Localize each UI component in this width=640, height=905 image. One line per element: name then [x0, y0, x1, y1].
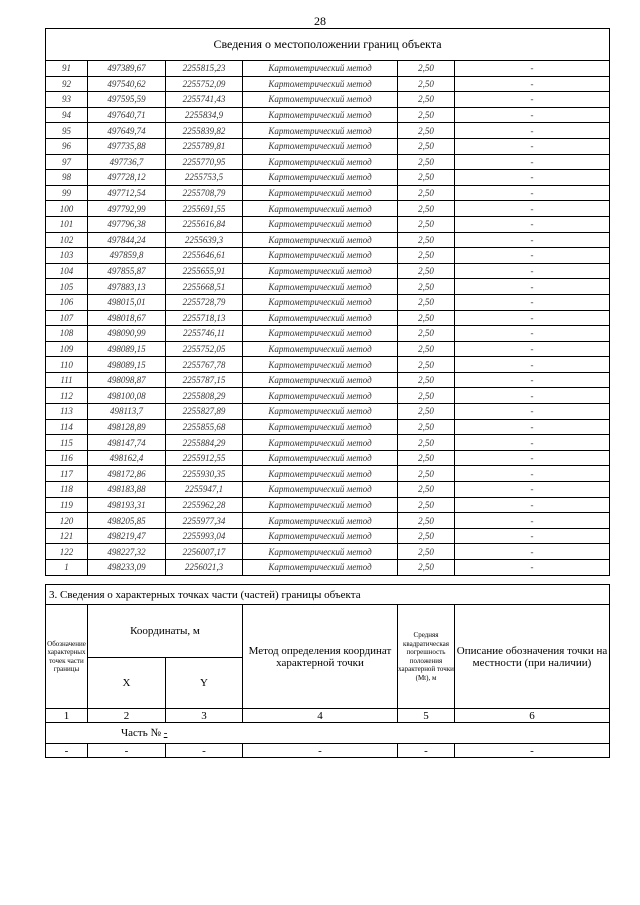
description: -: [455, 263, 610, 279]
coord-x: 498090,99: [88, 326, 166, 342]
accuracy: 2,50: [398, 326, 455, 342]
col-number: 6: [455, 709, 610, 723]
description: -: [455, 76, 610, 92]
point-number: 105: [46, 279, 88, 295]
coord-y: 2255668,51: [166, 279, 243, 295]
point-number: 91: [46, 61, 88, 77]
description: -: [455, 326, 610, 342]
table-row: [46, 341, 610, 357]
coord-x: 497640,71: [88, 107, 166, 123]
coord-x: 497649,74: [88, 123, 166, 139]
coord-x: 498227,32: [88, 544, 166, 560]
method: Картометрический метод: [243, 216, 398, 232]
coord-y: 2255977,34: [166, 513, 243, 529]
coord-x: 498100,08: [88, 388, 166, 404]
method: Картометрический метод: [243, 326, 398, 342]
coord-x: 498089,15: [88, 341, 166, 357]
method: Картометрический метод: [243, 123, 398, 139]
table-row: [46, 450, 610, 466]
accuracy: 2,50: [398, 341, 455, 357]
table-row: [46, 185, 610, 201]
description: -: [455, 372, 610, 388]
point-number: 108: [46, 326, 88, 342]
coord-x: 497728,12: [88, 170, 166, 186]
accuracy: 2,50: [398, 544, 455, 560]
accuracy: 2,50: [398, 61, 455, 77]
coord-x: 498098,87: [88, 372, 166, 388]
coord-y: 2255639,3: [166, 232, 243, 248]
method: Картометрический метод: [243, 544, 398, 560]
accuracy: 2,50: [398, 482, 455, 498]
table-row: [46, 107, 610, 123]
table-row: [46, 513, 610, 529]
method: Картометрический метод: [243, 294, 398, 310]
accuracy: 2,50: [398, 560, 455, 576]
part-number: -: [163, 727, 168, 739]
description: -: [455, 404, 610, 420]
coord-y: 2255767,78: [166, 357, 243, 373]
point-number: 100: [46, 201, 88, 217]
accuracy: 2,50: [398, 107, 455, 123]
description: -: [455, 232, 610, 248]
coord-x: 497736,7: [88, 154, 166, 170]
method: Картометрический метод: [243, 388, 398, 404]
coord-x: 498089,15: [88, 357, 166, 373]
coord-y: 2255718,13: [166, 310, 243, 326]
table-row: [46, 310, 610, 326]
point-number: 111: [46, 372, 88, 388]
description: -: [455, 92, 610, 108]
empty-cell: -: [46, 744, 88, 758]
table-row: [46, 326, 610, 342]
point-number: 102: [46, 232, 88, 248]
method: Картометрический метод: [243, 279, 398, 295]
point-number: 109: [46, 341, 88, 357]
table-row: [46, 92, 610, 108]
method: Картометрический метод: [243, 61, 398, 77]
table-row: [46, 435, 610, 451]
description: -: [455, 279, 610, 295]
accuracy: 2,50: [398, 92, 455, 108]
part-label-text: Часть №: [121, 727, 161, 739]
description: -: [455, 107, 610, 123]
coord-x: 498113,7: [88, 404, 166, 420]
description: -: [455, 310, 610, 326]
description: -: [455, 248, 610, 264]
col-number: 2: [88, 709, 166, 723]
section-title: Сведения о местоположении границ объекта: [46, 29, 610, 61]
method: Картометрический метод: [243, 482, 398, 498]
point-number: 103: [46, 248, 88, 264]
point-number: 101: [46, 216, 88, 232]
description: -: [455, 450, 610, 466]
method: Картометрический метод: [243, 372, 398, 388]
description: -: [455, 513, 610, 529]
accuracy: 2,50: [398, 388, 455, 404]
method: Картометрический метод: [243, 201, 398, 217]
method: Картометрический метод: [243, 341, 398, 357]
method: Картометрический метод: [243, 154, 398, 170]
accuracy: 2,50: [398, 201, 455, 217]
description: -: [455, 201, 610, 217]
description: -: [455, 482, 610, 498]
coord-x: 497883,13: [88, 279, 166, 295]
table-row: [46, 263, 610, 279]
coord-x: 497712,54: [88, 185, 166, 201]
point-number: 95: [46, 123, 88, 139]
coord-x: 497792,99: [88, 201, 166, 217]
col-number: 3: [166, 709, 243, 723]
method: Картометрический метод: [243, 404, 398, 420]
empty-cell: -: [398, 744, 455, 758]
accuracy: 2,50: [398, 404, 455, 420]
accuracy: 2,50: [398, 170, 455, 186]
description: -: [455, 170, 610, 186]
coord-x: 498193,31: [88, 497, 166, 513]
table-row: [46, 482, 610, 498]
coord-x: 497796,38: [88, 216, 166, 232]
coord-y: 2255855,68: [166, 419, 243, 435]
table-row: [46, 544, 610, 560]
description: -: [455, 435, 610, 451]
table-row: [46, 404, 610, 420]
table-row: [46, 528, 610, 544]
table-row: [46, 248, 610, 264]
accuracy: 2,50: [398, 310, 455, 326]
accuracy: 2,50: [398, 513, 455, 529]
coord-x: 497389,67: [88, 61, 166, 77]
description: -: [455, 154, 610, 170]
coord-x: 498147,74: [88, 435, 166, 451]
point-number: 106: [46, 294, 88, 310]
coord-y: 2255770,95: [166, 154, 243, 170]
section3-title: 3. Сведения о характерных точках части (частей) границы объекта: [46, 585, 610, 605]
empty-cell: -: [166, 744, 243, 758]
description: -: [455, 138, 610, 154]
accuracy: 2,50: [398, 372, 455, 388]
coord-y: 2255787,15: [166, 372, 243, 388]
coord-x: 498233,09: [88, 560, 166, 576]
col-number: 5: [398, 709, 455, 723]
coord-y: 2255753,5: [166, 170, 243, 186]
table-row: [46, 201, 610, 217]
description: -: [455, 388, 610, 404]
accuracy: 2,50: [398, 248, 455, 264]
point-number: 119: [46, 497, 88, 513]
method: Картометрический метод: [243, 466, 398, 482]
method: Картометрический метод: [243, 170, 398, 186]
method: Картометрический метод: [243, 528, 398, 544]
table-row: [46, 419, 610, 435]
col-number: 1: [46, 709, 88, 723]
coord-x: 498018,67: [88, 310, 166, 326]
description: -: [455, 185, 610, 201]
point-number: 99: [46, 185, 88, 201]
coord-y: 2255646,61: [166, 248, 243, 264]
part-label: [46, 723, 610, 744]
table-row: [46, 138, 610, 154]
col-coords-header: Координаты, м: [88, 605, 243, 658]
accuracy: 2,50: [398, 466, 455, 482]
method: Картометрический метод: [243, 560, 398, 576]
empty-cell: -: [88, 744, 166, 758]
table-row: [46, 216, 610, 232]
coord-x: 497735,88: [88, 138, 166, 154]
coord-x: 497595,59: [88, 92, 166, 108]
accuracy: 2,50: [398, 528, 455, 544]
coord-y: 2255789,81: [166, 138, 243, 154]
coord-x: 498015,01: [88, 294, 166, 310]
coord-x: 497855,87: [88, 263, 166, 279]
coord-y: 2255746,11: [166, 326, 243, 342]
accuracy: 2,50: [398, 279, 455, 295]
point-number: 98: [46, 170, 88, 186]
table-row: [46, 170, 610, 186]
method: Картометрический метод: [243, 497, 398, 513]
coord-y: 2255947,1: [166, 482, 243, 498]
method: Картометрический метод: [243, 92, 398, 108]
point-number: 110: [46, 357, 88, 373]
accuracy: 2,50: [398, 123, 455, 139]
col-y-header: Y: [166, 658, 243, 709]
point-number: 120: [46, 513, 88, 529]
point-number: 93: [46, 92, 88, 108]
method: Картометрический метод: [243, 435, 398, 451]
description: -: [455, 357, 610, 373]
point-number: 97: [46, 154, 88, 170]
point-number: 112: [46, 388, 88, 404]
method: Картометрический метод: [243, 419, 398, 435]
point-number: 116: [46, 450, 88, 466]
method: Картометрический метод: [243, 263, 398, 279]
coord-y: 2255741,43: [166, 92, 243, 108]
point-number: 92: [46, 76, 88, 92]
description: -: [455, 294, 610, 310]
method: Картометрический метод: [243, 450, 398, 466]
method: Картометрический метод: [243, 138, 398, 154]
accuracy: 2,50: [398, 419, 455, 435]
accuracy: 2,50: [398, 76, 455, 92]
coord-y: 2255834,9: [166, 107, 243, 123]
coord-x: 497540,62: [88, 76, 166, 92]
boundary-points-table: [45, 28, 610, 576]
point-number: 121: [46, 528, 88, 544]
table-row: [46, 123, 610, 139]
coord-x: 497844,24: [88, 232, 166, 248]
method: Картометрический метод: [243, 76, 398, 92]
description: -: [455, 341, 610, 357]
method: Картометрический метод: [243, 232, 398, 248]
coord-y: 2255752,05: [166, 341, 243, 357]
table-row: [46, 372, 610, 388]
page-number: 28: [314, 14, 326, 28]
col-desc-header: Описание обозначения точки на местности (при наличии): [455, 605, 610, 709]
col-number: 4: [243, 709, 398, 723]
coord-y: 2256007,17: [166, 544, 243, 560]
description: -: [455, 216, 610, 232]
coord-y: 2255993,04: [166, 528, 243, 544]
accuracy: 2,50: [398, 232, 455, 248]
table-row: [46, 357, 610, 373]
table-row: [46, 61, 610, 77]
coord-y: 2255655,91: [166, 263, 243, 279]
point-number: 94: [46, 107, 88, 123]
accuracy: 2,50: [398, 185, 455, 201]
table-row: [46, 232, 610, 248]
table-row: [46, 560, 610, 576]
coord-y: 2255728,79: [166, 294, 243, 310]
table-row: [46, 76, 610, 92]
method: Картометрический метод: [243, 513, 398, 529]
description: -: [455, 497, 610, 513]
method: Картометрический метод: [243, 357, 398, 373]
accuracy: 2,50: [398, 138, 455, 154]
coord-x: 498162,4: [88, 450, 166, 466]
accuracy: 2,50: [398, 450, 455, 466]
point-number: 104: [46, 263, 88, 279]
coord-x: 497859,8: [88, 248, 166, 264]
coord-y: 2255962,28: [166, 497, 243, 513]
coord-x: 498183,88: [88, 482, 166, 498]
accuracy: 2,50: [398, 497, 455, 513]
description: -: [455, 560, 610, 576]
point-number: 1: [46, 560, 88, 576]
coord-x: 498128,89: [88, 419, 166, 435]
coord-y: 2255616,84: [166, 216, 243, 232]
coord-x: 498219,47: [88, 528, 166, 544]
description: -: [455, 123, 610, 139]
coord-y: 2255930,35: [166, 466, 243, 482]
point-number: 115: [46, 435, 88, 451]
method: Картометрический метод: [243, 185, 398, 201]
point-number: 117: [46, 466, 88, 482]
description: -: [455, 466, 610, 482]
coord-y: 2255708,79: [166, 185, 243, 201]
description: -: [455, 528, 610, 544]
coord-y: 2255884,29: [166, 435, 243, 451]
table-row: [46, 388, 610, 404]
accuracy: 2,50: [398, 216, 455, 232]
accuracy: 2,50: [398, 435, 455, 451]
part-points-table: [45, 584, 610, 758]
table-row: [46, 466, 610, 482]
coord-x: 498205,85: [88, 513, 166, 529]
col-method-header: Метод определения координат характерной точки: [243, 605, 398, 709]
method: Картометрический метод: [243, 310, 398, 326]
coord-y: 2255808,29: [166, 388, 243, 404]
accuracy: 2,50: [398, 263, 455, 279]
coord-y: 2255912,55: [166, 450, 243, 466]
point-number: 118: [46, 482, 88, 498]
coord-y: 2256021,3: [166, 560, 243, 576]
empty-cell: -: [455, 744, 610, 758]
coord-y: 2255752,09: [166, 76, 243, 92]
point-number: 107: [46, 310, 88, 326]
col-accuracy-header: Средняя квадратическая погрешность положения характерной точки (Mt), м: [398, 605, 455, 709]
empty-cell: -: [243, 744, 398, 758]
table-row: [46, 497, 610, 513]
accuracy: 2,50: [398, 154, 455, 170]
table-row: [46, 154, 610, 170]
coord-y: 2255839,82: [166, 123, 243, 139]
table-row: [46, 294, 610, 310]
method: Картометрический метод: [243, 248, 398, 264]
coord-x: 498172,86: [88, 466, 166, 482]
accuracy: 2,50: [398, 357, 455, 373]
point-number: 96: [46, 138, 88, 154]
col-point-header: Обозначение характерных точек части границы: [46, 605, 88, 709]
accuracy: 2,50: [398, 294, 455, 310]
description: -: [455, 544, 610, 560]
point-number: 122: [46, 544, 88, 560]
description: -: [455, 419, 610, 435]
point-number: 114: [46, 419, 88, 435]
coord-y: 2255815,23: [166, 61, 243, 77]
coord-y: 2255827,89: [166, 404, 243, 420]
method: Картометрический метод: [243, 107, 398, 123]
description: -: [455, 61, 610, 77]
col-x-header: X: [88, 658, 166, 709]
coord-y: 2255691,55: [166, 201, 243, 217]
point-number: 113: [46, 404, 88, 420]
table-row: [46, 279, 610, 295]
